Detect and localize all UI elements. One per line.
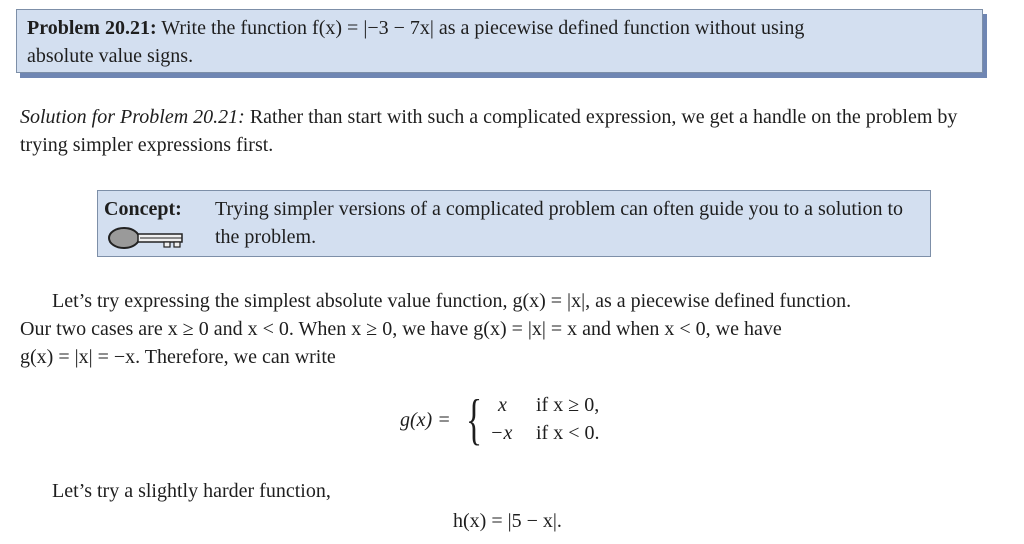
paragraph-line-2: Our two cases are x ≥ 0 and x < 0. When x ≥ 0, we have g(x) = |x| = x and when x < 0, we have: [20, 318, 782, 340]
harder-function-text: Let’s try a slightly harder function,: [52, 480, 331, 502]
problem-text: Write the function f(x) = |−3 − 7x| as a piecewise defined function without using: [156, 17, 805, 39]
solution-paragraph: [20, 103, 1010, 159]
concept-label: Concept:: [104, 198, 182, 220]
left-brace: {: [466, 389, 483, 451]
case2-condition: if x < 0.: [536, 422, 600, 444]
case2-value: −x: [490, 422, 513, 444]
equation-lhs: g(x) =: [400, 409, 451, 431]
case1-condition: if x ≥ 0,: [536, 394, 600, 416]
concept-text: Trying simpler versions of a complicated problem can often guide you to a solution to the problem.: [215, 198, 904, 248]
paragraph-line-1: Let’s try expressing the simplest absolute value function, g(x) = |x|, as a piecewise defined function.: [52, 290, 852, 312]
problem-line-2: absolute value signs.: [27, 45, 194, 67]
case1-value: x: [498, 394, 507, 416]
solution-text: Rather than start with such a complicated expression, we get a handle on the problem by trying simpler expressions first.: [20, 106, 958, 156]
piecewise-equation: [400, 386, 640, 456]
problem-label: Problem 20.21:: [27, 17, 157, 39]
paragraph-line-3: g(x) = |x| = −x. Therefore, we can write: [20, 346, 336, 368]
explanation-paragraph: [20, 287, 1008, 371]
concept-box: [97, 190, 931, 257]
solution-label: Solution for Problem 20.21:: [20, 106, 245, 128]
key-icon: [106, 225, 186, 251]
harder-function-equation: h(x) = |5 − x|.: [453, 510, 562, 532]
problem-line-1: [27, 14, 972, 42]
problem-box: [16, 9, 983, 73]
